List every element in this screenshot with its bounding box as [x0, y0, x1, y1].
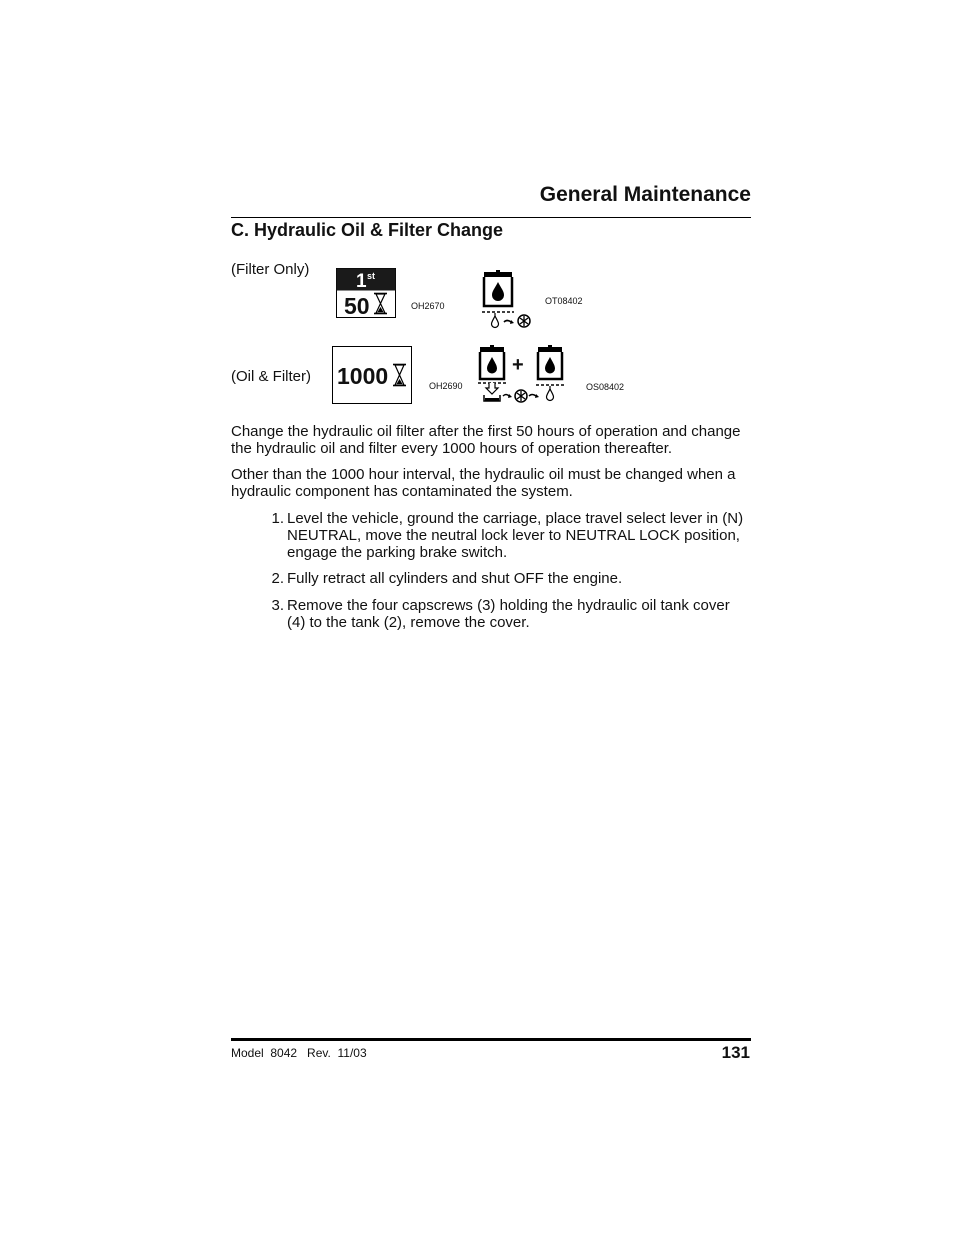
- step-number: 1.: [271, 510, 284, 527]
- 1000-hours-badge: [332, 346, 412, 404]
- list-item: [266, 510, 752, 561]
- drain-pan-icon: [484, 395, 500, 401]
- oil-filter-label: (Oil & Filter): [231, 368, 311, 385]
- header-title: General Maintenance: [539, 183, 751, 206]
- list-item: [266, 570, 752, 587]
- filter-icon: [515, 390, 527, 402]
- hydraulic-tank-drop-icon: [538, 345, 562, 379]
- paragraph-intro: Change the hydraulic oil filter after the first 50 hours of operation and change the hydraulic oil and filter every 1000 hours of operation thereafter.: [231, 423, 741, 457]
- plus-sign: +: [512, 354, 524, 376]
- list-item: [266, 597, 752, 631]
- step-text: Level the vehicle, ground the carriage, place travel select lever in (N) NEUTRAL, move the neutral lock lever to NEUTRAL LOCK position, engage the parking brake switch.: [287, 510, 744, 561]
- footer-rule: [231, 1038, 751, 1041]
- step-number: 2.: [271, 570, 284, 587]
- first-50-hours-badge: [336, 268, 396, 318]
- code-oh2690: OH2690: [429, 381, 463, 391]
- step-number: 3.: [271, 597, 284, 614]
- badge-first-sup: st: [367, 271, 376, 281]
- step-text: Fully retract all cylinders and shut OFF the engine.: [287, 570, 623, 587]
- code-ot08402: OT08402: [545, 296, 583, 306]
- drain-drop-icon: [547, 386, 554, 401]
- drain-drop-icon: [492, 313, 499, 328]
- step-text: Remove the four capscrews (3) holding the hydraulic oil tank cover (4) to the tank (2), remove the cover.: [287, 597, 730, 631]
- code-oh2670: OH2670: [411, 301, 445, 311]
- section-header: [231, 181, 751, 218]
- subsection-title: C. Hydraulic Oil & Filter Change: [231, 220, 504, 240]
- badge-1000-hours: 1000: [337, 363, 389, 389]
- paragraph-contamination: Other than the 1000 hour interval, the hydraulic oil must be changed when a hydraulic component has contaminated the system.: [231, 466, 736, 500]
- footer-model-revision: Model 8042 Rev. 11/03: [231, 1046, 367, 1060]
- drain-arrow-icon: [486, 383, 498, 394]
- page-number: 131: [721, 1043, 750, 1062]
- badge-first-number: 1: [356, 271, 367, 292]
- filter-only-label: (Filter Only): [231, 261, 310, 278]
- code-os08402: OS08402: [586, 382, 625, 392]
- hydraulic-tank-drop-icon: [484, 270, 512, 306]
- filter-icon: [518, 315, 530, 327]
- hydraulic-oil-and-filter-symbol: [476, 345, 572, 405]
- hydraulic-tank-drop-icon: [480, 345, 504, 379]
- hydraulic-filter-symbol: [478, 270, 534, 330]
- badge-50-hours: 50: [344, 293, 370, 318]
